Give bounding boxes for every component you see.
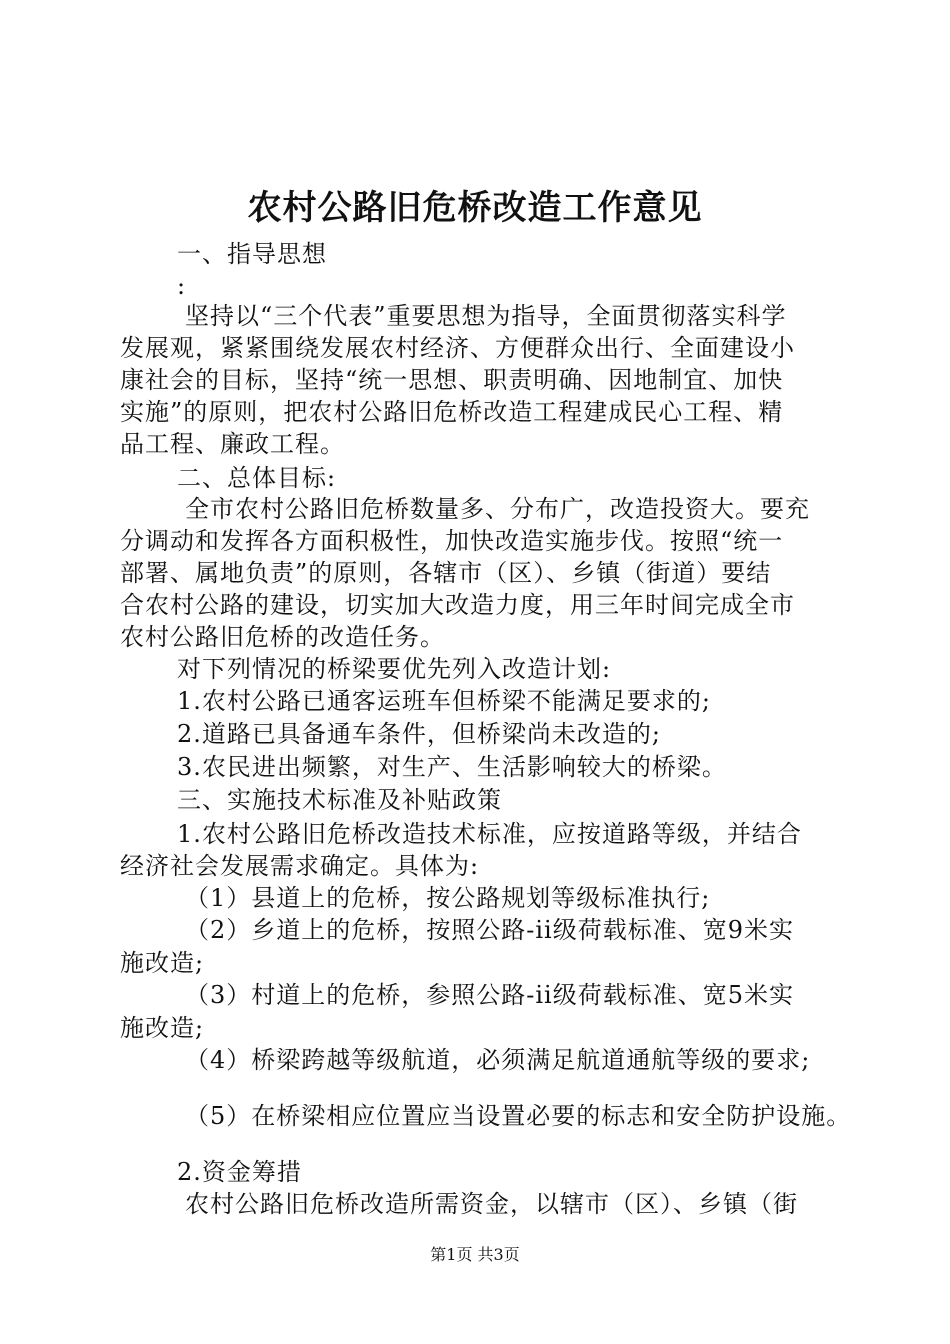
paragraph-line: 对下列情况的桥梁要优先列入改造计划: bbox=[177, 655, 612, 683]
section-heading-technical-standards: 三、实施技术标准及补贴政策 bbox=[177, 786, 502, 814]
paragraph-line: 经济社会发展需求确定。具体为: bbox=[120, 852, 480, 880]
list-item: （2）乡道上的危桥，按照公路-ii级荷载标准、宽9米实 bbox=[185, 916, 794, 944]
section-heading-overall-goal: 二、总体目标: bbox=[177, 464, 337, 492]
paragraph-line: 农村公路旧危桥的改造任务。 bbox=[120, 623, 445, 651]
paragraph-line: 发展观，紧紧围绕发展农村经济、方便群众出行、全面建设小 bbox=[120, 334, 795, 362]
paragraph-line: 品工程、廉政工程。 bbox=[120, 430, 345, 458]
list-item: （3）村道上的危桥，参照公路-ii级荷载标准、宽5米实 bbox=[185, 981, 794, 1009]
list-item: （5）在桥梁相应位置应当设置必要的标志和安全防护设施。 bbox=[185, 1102, 852, 1130]
paragraph-line: 分调动和发挥各方面积极性，加快改造实施步伐。按照“统一 bbox=[120, 527, 784, 555]
list-item: （1）县道上的危桥，按公路规划等级标准执行; bbox=[185, 884, 711, 912]
paragraph-line: : bbox=[177, 272, 187, 300]
list-item: （4）桥梁跨越等级航道，必须满足航道通航等级的要求; bbox=[185, 1046, 811, 1074]
paragraph-line: 部署、属地负责”的原则，各辖市（区）、乡镇（街道）要结 bbox=[120, 559, 772, 587]
paragraph-line: 农村公路旧危桥改造所需资金，以辖市（区）、乡镇（街 bbox=[185, 1190, 798, 1218]
paragraph-line: 1.农村公路旧危桥改造技术标准，应按道路等级，并结合 bbox=[177, 820, 802, 848]
section-heading-guiding-ideology: 一、指导思想 bbox=[177, 240, 327, 268]
list-item: 3.农民进出频繁，对生产、生活影响较大的桥梁。 bbox=[177, 753, 727, 781]
list-item: 2.道路已具备通车条件，但桥梁尚未改造的; bbox=[177, 720, 661, 748]
paragraph-line: 全市农村公路旧危桥数量多、分布广，改造投资大。要充 bbox=[185, 495, 810, 523]
page-footer: 第1页 共3页 bbox=[430, 1245, 520, 1264]
document-title: 农村公路旧危桥改造工作意见 bbox=[247, 188, 703, 228]
paragraph-line: 实施”的原则，把农村公路旧危桥改造工程建成民心工程、精 bbox=[120, 398, 784, 426]
subsection-heading-funding: 2.资金筹措 bbox=[177, 1158, 302, 1186]
paragraph-line: 康社会的目标，坚持“统一思想、职责明确、因地制宜、加快 bbox=[120, 366, 784, 394]
list-item-continuation: 施改造; bbox=[120, 949, 205, 977]
list-item-continuation: 施改造; bbox=[120, 1014, 205, 1042]
paragraph-line: 坚持以“三个代表”重要思想为指导，全面贯彻落实科学 bbox=[185, 302, 787, 330]
paragraph-line: 合农村公路的建设，切实加大改造力度，用三年时间完成全市 bbox=[120, 591, 795, 619]
list-item: 1.农村公路已通客运班车但桥梁不能满足要求的; bbox=[177, 687, 711, 715]
